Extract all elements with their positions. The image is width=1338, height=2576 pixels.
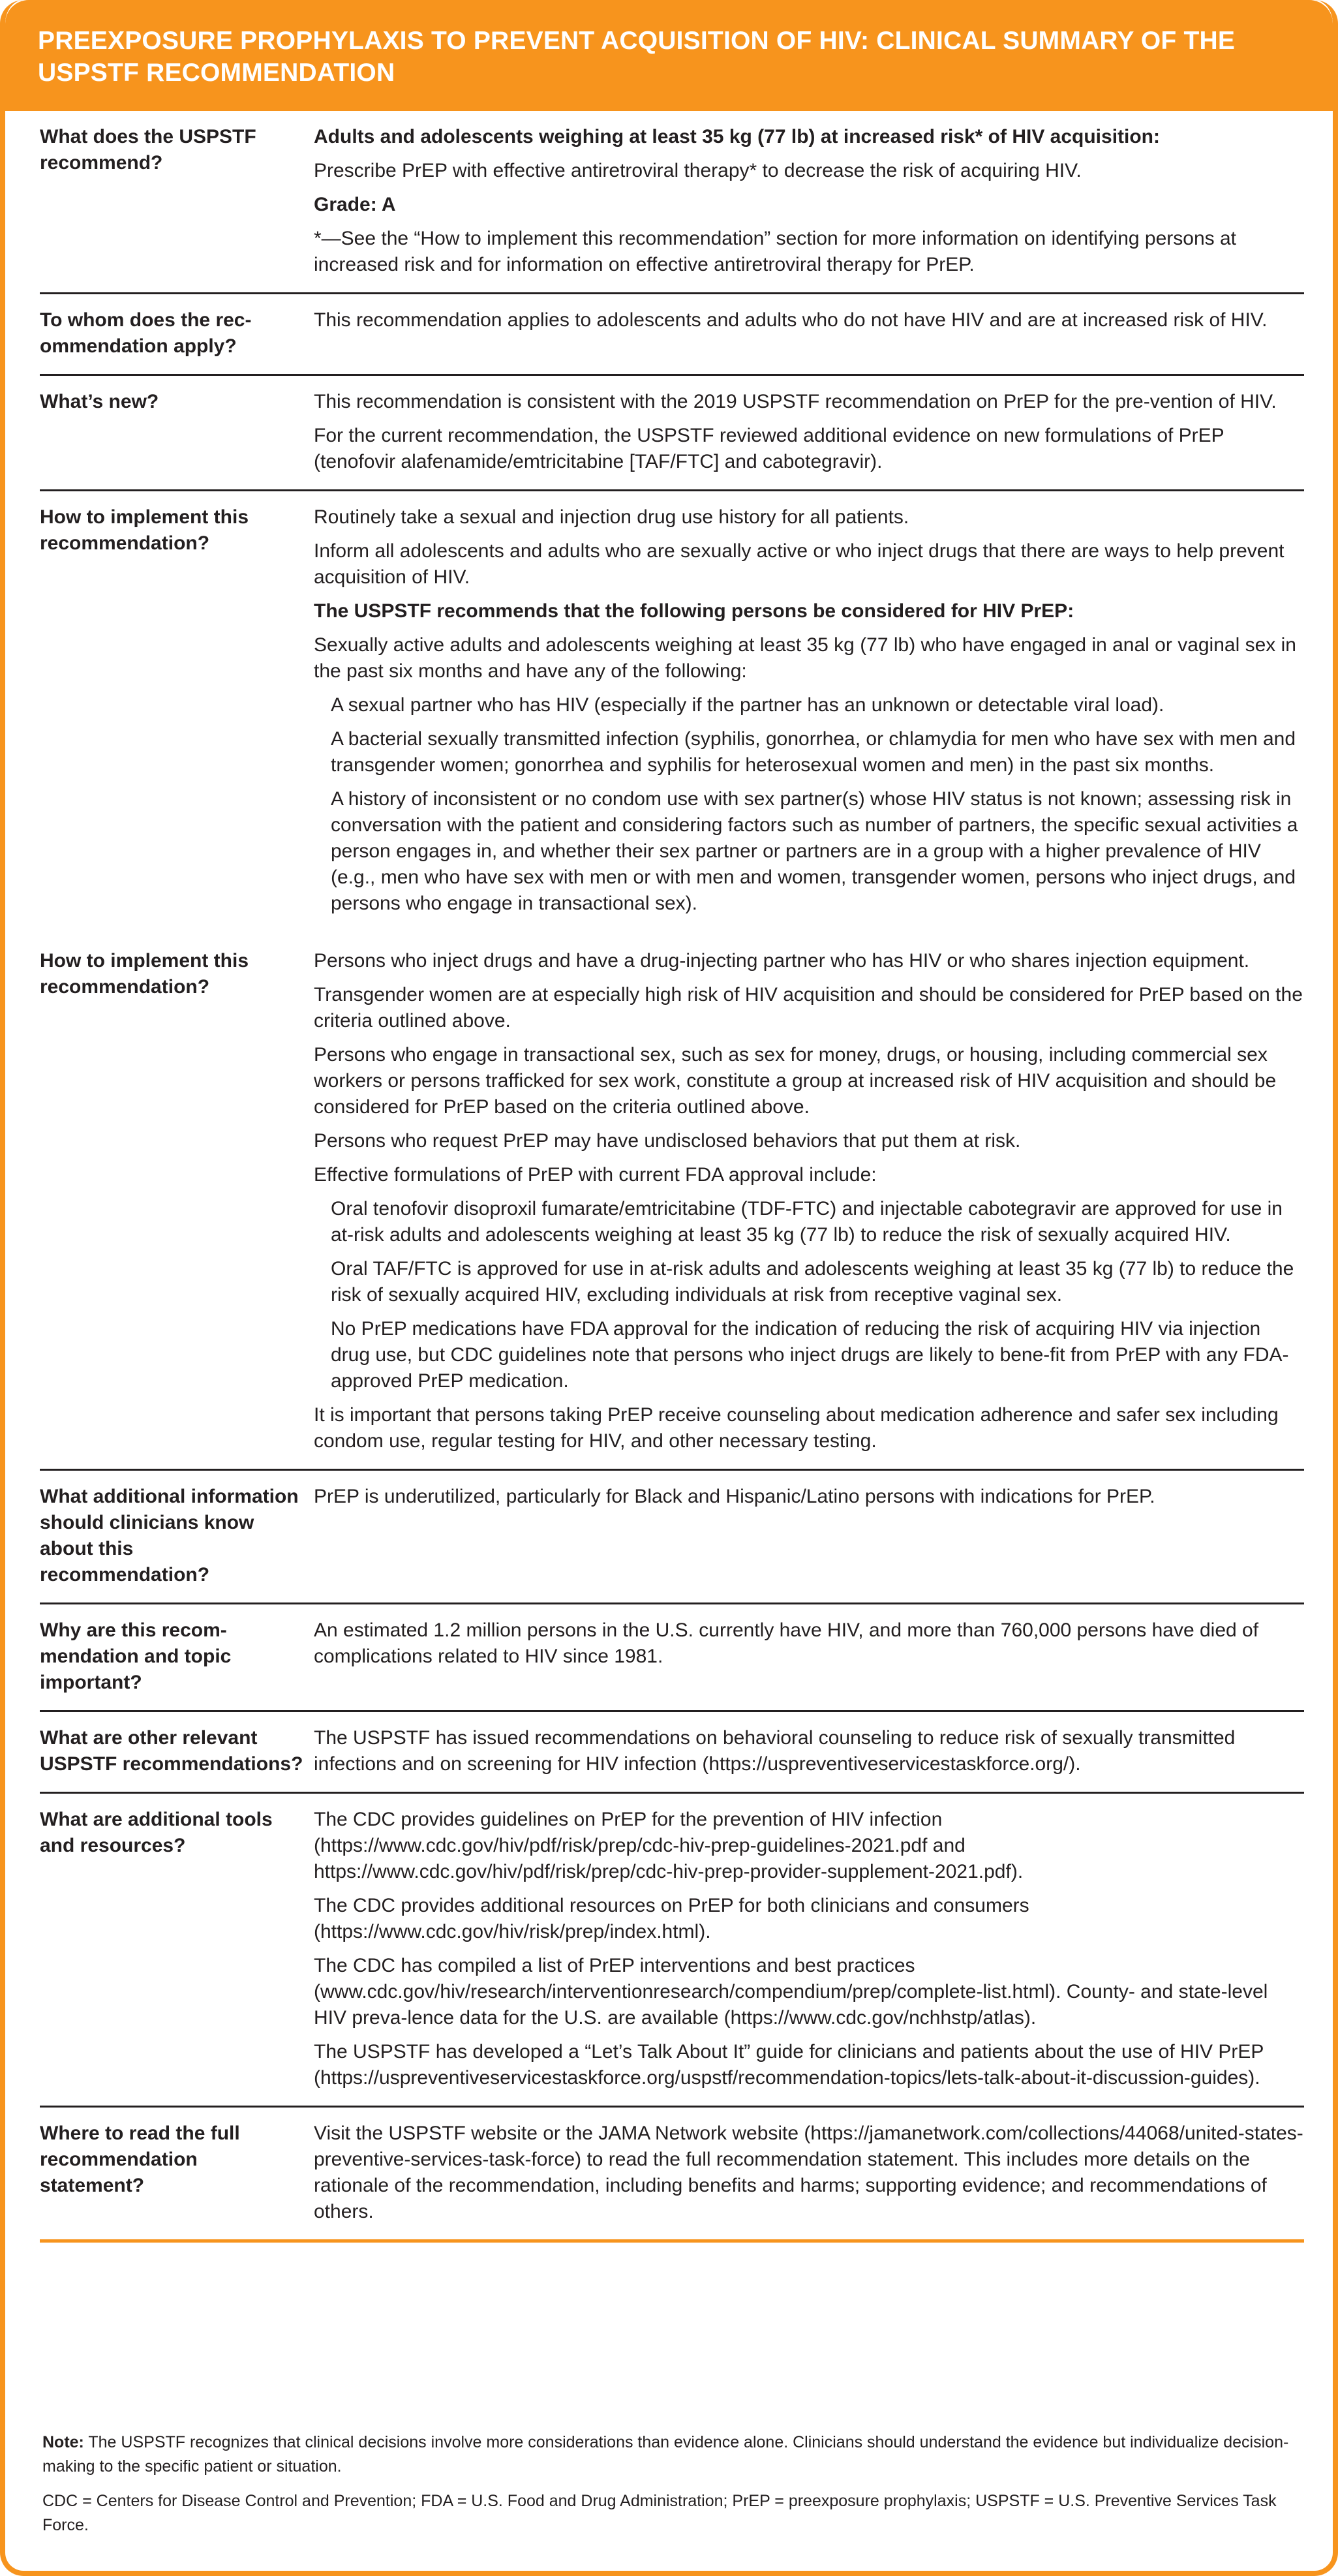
row-label: What does the USPSTF recommend? (40, 126, 256, 174)
page-title: PREEXPOSURE PROPHYLAXIS TO PREVENT ACQUISITION OF HIV: CLINICAL SUMMARY OF THE USPSTF RECOMMENDATION (38, 27, 1236, 87)
resource-link-text[interactable]: The CDC has compiled a list of PrEP interventions and best practices (www.cdc.gov/hiv/research/interventionresearch/compendium/prep/complete-list.html). County- and state-level HIV preva-lence data for the U.S. are available (https://www.cdc.gov/nchhstp/atlas). (314, 1955, 1268, 2029)
paragraph: Persons who inject drugs and have a drug-injecting partner who has HIV or who shares injection equipment. (314, 950, 1250, 972)
header-banner (5, 0, 1333, 111)
list-item: No PrEP medications have FDA approval for the indication of reducing the risk of acquiring HIV via injection drug use, but CDC guidelines note that persons who inject drugs are likely to bene-fit from PrEP with any FDA-approved PrEP medication. (331, 1318, 1289, 1392)
list-item: Oral tenofovir disoproxil fumarate/emtricitabine (TDF-FTC) and injectable cabotegravir are approved for use in at-risk adults and adolescents weighing at least 35 kg (77 lb) to reduce the risk of sexually acquired HIV. (331, 1198, 1283, 1246)
paragraph: For the current recommendation, the USPSTF reviewed additional evidence on new formulations of PrEP (tenofovir alafenamide/emtricitabine [TAF/FTC] and cabotegravir). (314, 425, 1224, 472)
paragraph: This recommendation is consistent with the 2019 USPSTF recommendation on PrEP for the pre-vention of HIV. (314, 391, 1277, 412)
note-text: The USPSTF recognizes that clinical decisions involve more considerations than evidence alone. Clinicians should understand the evidence but individualize decision-making to the specific patient or situation. (42, 2433, 1289, 2476)
row-label: What are additional tools and resources? (40, 1809, 273, 1856)
list-item: Oral TAF/FTC is approved for use in at-risk adults and adolescents weighing at least 35 kg (77 lb) to reduce the risk of sexually acquired HIV, excluding individuals at risk from receptive vaginal sex. (331, 1258, 1294, 1306)
row-content (314, 1484, 1304, 1588)
paragraph: This recommendation applies to adolescents and adults who do not have HIV and are at increased risk of HIV. (314, 309, 1268, 331)
row-content (314, 2121, 1304, 2225)
resource-link-text[interactable]: The USPSTF has developed a “Let’s Talk About It” guide for clinicians and patients about the use of HIV PrEP (https://uspreventiveservicestaskforce.org/uspstf/recommendation-topics/lets-talk-about-it-discussion-guides). (314, 2041, 1264, 2089)
list-item: A sexual partner who has HIV (especially if the partner has an unknown or detectable viral load). (331, 694, 1164, 716)
row-label: How to implement this recommendation? (40, 950, 249, 998)
grade-badge: Grade: A (314, 194, 396, 215)
row-other-recommendations (40, 1712, 1304, 1794)
row-whats-new (40, 376, 1304, 491)
note-label: Note: (42, 2433, 84, 2451)
row-why-important (40, 1604, 1304, 1712)
paragraph-heading: The USPSTF recommends that the following persons be considered for HIV PrEP: (314, 600, 1074, 622)
row-how-to-implement-part1 (40, 491, 1304, 917)
paragraph: It is important that persons taking PrEP receive counseling about medication adherence and safer sex including condom use, regular testing for HIV, and other necessary testing. (314, 1404, 1279, 1452)
row-label: To whom does the rec-ommendation apply? (40, 309, 252, 357)
note-paragraph (42, 2430, 1301, 2479)
row-label: Where to read the full recommendation statement? (40, 2123, 240, 2196)
row-additional-information (40, 1471, 1304, 1604)
row-label: What additional information should clinicians know about this recommendation? (40, 1486, 299, 1586)
paragraph: Transgender women are at especially high risk of HIV acquisition and should be considered for PrEP based on the criteria outlined above. (314, 984, 1303, 1032)
paragraph: Sexually active adults and adolescents weighing at least 35 kg (77 lb) who have engaged in anal or vaginal sex in the past six months and have any of the following: (314, 634, 1296, 682)
row-label: What are other relevant USPSTF recommendations? (40, 1727, 303, 1775)
summary-table (40, 111, 1304, 2243)
resource-link-text[interactable]: The CDC provides additional resources on PrEP for both clinicians and consumers (https://www.cdc.gov/hiv/risk/prep/index.html). (314, 1895, 1029, 1942)
row-label: What’s new? (40, 391, 159, 412)
abbreviations: CDC = Centers for Disease Control and Prevention; FDA = U.S. Food and Drug Administration; PrEP = preexposure prophylaxis; USPSTF = U.S. Preventive Services Task Force. (42, 2492, 1277, 2534)
row-content (314, 307, 1304, 360)
paragraph: PrEP is underutilized, particularly for Black and Hispanic/Latino persons with indications for PrEP. (314, 1486, 1155, 1507)
row-content (314, 124, 1304, 278)
population-statement: Adults and adolescents weighing at least 35 kg (77 lb) at increased risk* of HIV acquisition: (314, 126, 1161, 147)
footnote: *—See the “How to implement this recommendation” section for more information on identifying persons at increased risk and for information on effective antiretroviral therapy for PrEP. (314, 228, 1236, 275)
row-label: How to implement this recommendation? (40, 506, 249, 554)
row-content (314, 1725, 1304, 1777)
row-content (314, 504, 1304, 917)
recommendation-statement: Prescribe PrEP with effective antiretroviral therapy* to decrease the risk of acquiring HIV. (314, 160, 1082, 181)
row-tools-resources (40, 1794, 1304, 2108)
paragraph: Persons who engage in transactional sex, such as sex for money, drugs, or housing, including commercial sex workers or persons trafficked for sex work, constitute a group at increased risk of HIV acquisition and should be considered for PrEP based on the criteria outlined above. (314, 1044, 1277, 1118)
paragraph: The USPSTF has issued recommendations on behavioral counseling to reduce risk of sexually transmitted infections and on screening for HIV infection (https://uspreventiveservicestaskforce.org/). (314, 1727, 1236, 1775)
row-content (314, 389, 1304, 475)
list-item: A history of inconsistent or no condom use with sex partner(s) whose HIV status is not known; assessing risk in conversation with the patient and considering factors such as number of partners, the specific sexual activities a person engages in, and whether their sex partner or partners are in a group with a higher prevalence of HIV (e.g., men who have sex with men or with men and women, transgender women, persons who inject drugs, and persons who engage in transactional sex). (331, 788, 1298, 914)
paragraph: Routinely take a sexual and injection drug use history for all patients. (314, 506, 909, 528)
row-to-whom (40, 294, 1304, 376)
resource-link-text[interactable]: Visit the USPSTF website or the JAMA Network website (https://jamanetwork.com/collections/44068/united-states-preventive-services-task-force) to read the full recommendation statement. This includes more details on the rationale of the recommendation, including benefits and harms; supporting evidence; and recommendations of others. (314, 2123, 1303, 2222)
paragraph: An estimated 1.2 million persons in the U.S. currently have HIV, and more than 760,000 persons have died of complications related to HIV since 1981. (314, 1619, 1259, 1667)
resource-link-text[interactable]: The CDC provides guidelines on PrEP for the prevention of HIV infection (https://www.cdc.gov/hiv/pdf/risk/prep/cdc-hiv-prep-guidelines-2021.pdf and https://www.cdc.gov/hiv/pdf/risk/prep/cdc-hiv-prep-provider-supplement-2021.pdf). (314, 1809, 1024, 1882)
row-content (314, 948, 1304, 1454)
row-content (314, 1618, 1304, 1696)
row-where-to-read (40, 2108, 1304, 2243)
paragraph: Persons who request PrEP may have undisclosed behaviors that put them at risk. (314, 1130, 1021, 1152)
row-how-to-implement-part2 (40, 942, 1304, 1471)
page-break-gap (40, 917, 1304, 942)
footnotes (42, 2430, 1301, 2548)
row-content (314, 1807, 1304, 2091)
paragraph: Inform all adolescents and adults who are sexually active or who inject drugs that there are ways to help prevent acquisition of HIV. (314, 540, 1285, 588)
paragraph: Effective formulations of PrEP with current FDA approval include: (314, 1164, 877, 1186)
list-item: A bacterial sexually transmitted infection (syphilis, gonorrhea, or chlamydia for men who have sex with men and transgender women; gonorrhea and syphilis for heterosexual women and men) in the past six months. (331, 728, 1296, 776)
row-label: Why are this recom-mendation and topic important? (40, 1619, 232, 1693)
row-what-recommend (40, 111, 1304, 294)
